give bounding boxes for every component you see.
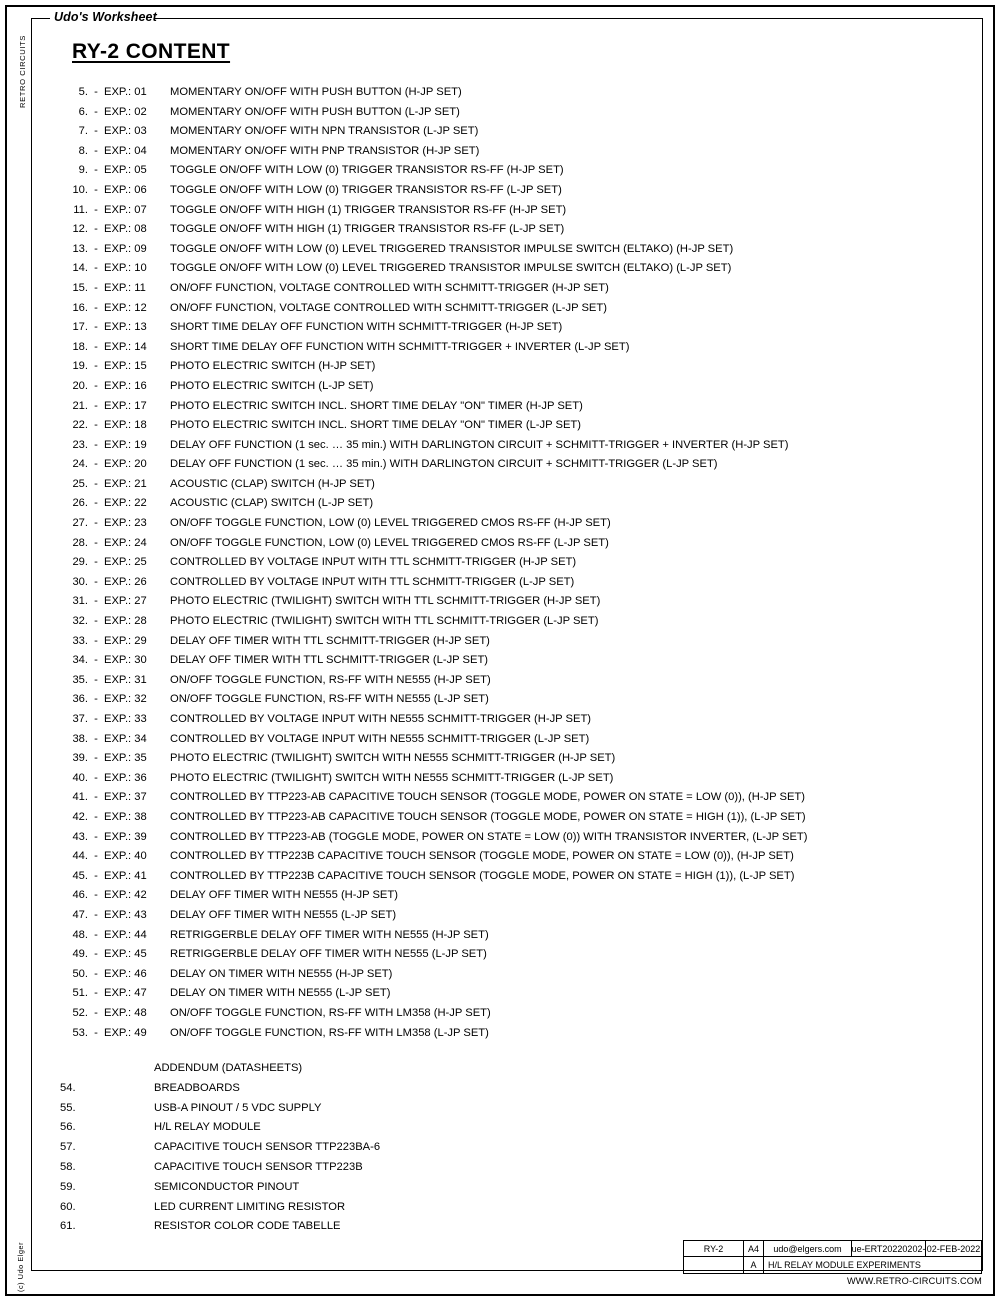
content-item-dash: - [94,673,98,686]
content-item-dash: - [94,752,98,765]
content-list-row [60,478,970,498]
content-item-dash: - [94,458,98,471]
content-item-dash: - [94,536,98,549]
title-block [683,1240,982,1274]
content-item-dash: - [94,634,98,647]
addendum-item-description: LED CURRENT LIMITING RESISTOR [154,1200,346,1213]
content-item-number: 19. [72,360,88,373]
content-item-number: 35. [72,673,88,686]
content-list-row [60,517,970,537]
content-item-dash: - [94,497,98,510]
content-list-row [60,439,970,459]
addendum-item-number: 61. [60,1220,76,1233]
inner-border-right [982,18,983,1271]
content-item-number: 51. [72,987,88,1000]
content-list-row [60,1027,970,1047]
title-block-blank-cell [684,1257,744,1273]
content-item-description: PHOTO ELECTRIC SWITCH (L-JP SET) [170,379,374,392]
content-item-experiment-number: EXP.: 35 [104,752,147,765]
content-item-dash: - [94,693,98,706]
addendum-row [60,1102,970,1122]
content-item-description: CONTROLLED BY TTP223-AB CAPACITIVE TOUCH SENSOR (TOGGLE MODE, POWER ON STATE = HIGH (1)), (L-JP SET) [170,810,806,823]
content-item-description: MOMENTARY ON/OFF WITH PUSH BUTTON (H-JP SET) [170,86,462,98]
content-item-dash: - [94,987,98,1000]
content-item-dash: - [94,654,98,667]
content-item-description: MOMENTARY ON/OFF WITH NPN TRANSISTOR (L-JP SET) [170,125,479,138]
content-item-number: 12. [72,223,88,236]
content-list-row [60,341,970,361]
content-item-dash: - [94,242,98,255]
content-list-row [60,693,970,713]
title-block-project: RY-2 [684,1241,744,1256]
content-item-description: ON/OFF TOGGLE FUNCTION, RS-FF WITH NE555 (L-JP SET) [170,693,489,706]
content-item-experiment-number: EXP.: 02 [104,105,147,118]
content-item-number: 39. [72,752,88,765]
content-item-experiment-number: EXP.: 39 [104,830,147,843]
content-list-row [60,772,970,792]
content-item-experiment-number: EXP.: 13 [104,321,147,334]
content-list-row [60,164,970,184]
addendum-item-description: SEMICONDUCTOR PINOUT [154,1180,300,1193]
content-item-number: 16. [72,301,88,314]
content-item-experiment-number: EXP.: 25 [104,556,147,569]
content-item-dash: - [94,575,98,588]
inner-border-left [31,18,32,1271]
content-list-row [60,282,970,302]
content-item-description: ON/OFF TOGGLE FUNCTION, RS-FF WITH LM358 (H-JP SET) [170,1006,491,1019]
content-list-row [60,713,970,733]
title-block-email: udo@elgers.com [764,1241,852,1256]
content-item-dash: - [94,223,98,236]
content-item-number: 44. [72,850,88,863]
content-item-description: CONTROLLED BY TTP223B CAPACITIVE TOUCH SENSOR (TOGGLE MODE, POWER ON STATE = HIGH (1)), (L-JP SET) [170,869,795,882]
content-item-number: 20. [72,379,88,392]
content-item-description: DELAY OFF TIMER WITH TTL SCHMITT-TRIGGER (H-JP SET) [170,634,490,647]
content-item-dash: - [94,301,98,314]
content-list-row [60,556,970,576]
addendum-item-number: 55. [60,1101,76,1114]
content-list-row [60,791,970,811]
content-list-row [60,615,970,635]
content-item-description: DELAY OFF FUNCTION (1 sec. … 35 min.) WITH DARLINGTON CIRCUIT + SCHMITT-TRIGGER (L-JP SET) [170,458,718,471]
content-item-description: SHORT TIME DELAY OFF FUNCTION WITH SCHMITT-TRIGGER + INVERTER (L-JP SET) [170,340,630,353]
title-block-date: 02-FEB-2022 [926,1243,981,1254]
title-block-row-top [684,1241,981,1257]
content-list-row [60,380,970,400]
content-item-experiment-number: EXP.: 28 [104,615,147,628]
content-item-dash: - [94,948,98,961]
content-item-number: 13. [72,242,88,255]
content-item-dash: - [94,556,98,569]
addendum-item-description: USB-A PINOUT / 5 VDC SUPPLY [154,1101,322,1114]
content-item-description: CONTROLLED BY VOLTAGE INPUT WITH TTL SCHMITT-TRIGGER (L-JP SET) [170,575,575,588]
content-item-experiment-number: EXP.: 42 [104,889,147,902]
content-item-number: 21. [72,399,88,412]
content-item-description: CONTROLLED BY TTP223-AB (TOGGLE MODE, POWER ON STATE = LOW (0)) WITH TRANSISTOR INVERTER, (L-JP SET) [170,830,808,843]
content-list-row [60,497,970,517]
content-item-number: 23. [72,438,88,451]
content-list-row [60,831,970,851]
content-item-experiment-number: EXP.: 33 [104,713,147,725]
content-item-number: 45. [72,869,88,882]
content-item-experiment-number: EXP.: 24 [104,536,147,549]
content-item-dash: - [94,1006,98,1019]
content-item-experiment-number: EXP.: 16 [104,379,147,392]
content-list-row [60,674,970,694]
content-item-description: ON/OFF TOGGLE FUNCTION, LOW (0) LEVEL TRIGGERED CMOS RS-FF (H-JP SET) [170,517,611,530]
content-item-experiment-number: EXP.: 31 [104,673,147,686]
content-item-experiment-number: EXP.: 27 [104,595,147,608]
content-item-number: 29. [72,556,88,569]
content-list-row [60,184,970,204]
content-item-dash: - [94,183,98,196]
content-list-row [60,302,970,322]
content-item-number: 38. [72,732,88,745]
content-list-row [60,811,970,831]
content-list-row [60,870,970,890]
content-item-dash: - [94,889,98,902]
content-item-dash: - [94,713,98,725]
content-item-dash: - [94,262,98,275]
addendum-item-description: H/L RELAY MODULE [154,1121,261,1134]
content-list [60,86,970,1046]
page-title: RY-2 CONTENT [72,40,231,63]
content-list-row [60,635,970,655]
addendum-item-description: CAPACITIVE TOUCH SENSOR TTP223BA-6 [154,1141,381,1154]
content-list-row [60,321,970,341]
content-item-number: 53. [72,1026,88,1039]
addendum-heading: ADDENDUM (DATASHEETS) [154,1062,303,1074]
content-item-description: PHOTO ELECTRIC (TWILIGHT) SWITCH WITH TTL SCHMITT-TRIGGER (L-JP SET) [170,615,599,628]
content-item-number: 28. [72,536,88,549]
addendum-heading-row [60,1062,970,1082]
content-item-dash: - [94,517,98,530]
content-item-description: DELAY OFF TIMER WITH NE555 (L-JP SET) [170,908,397,921]
content-item-dash: - [94,869,98,882]
content-item-experiment-number: EXP.: 22 [104,497,147,510]
content-item-experiment-number: EXP.: 45 [104,948,147,961]
content-list-row [60,537,970,557]
content-item-dash: - [94,1026,98,1039]
content-item-experiment-number: EXP.: 01 [104,86,147,98]
addendum-row [60,1082,970,1102]
addendum-item-description: CAPACITIVE TOUCH SENSOR TTP223B [154,1160,363,1173]
addendum-row [60,1161,970,1181]
content-item-dash: - [94,419,98,432]
content-item-description: CONTROLLED BY VOLTAGE INPUT WITH NE555 SCHMITT-TRIGGER (H-JP SET) [170,713,592,725]
content-item-number: 52. [72,1006,88,1019]
content-item-experiment-number: EXP.: 14 [104,340,147,353]
content-item-number: 49. [72,948,88,961]
content-item-description: RETRIGGERBLE DELAY OFF TIMER WITH NE555 (H-JP SET) [170,928,489,941]
content-item-description: DELAY OFF TIMER WITH NE555 (H-JP SET) [170,889,398,902]
content-item-dash: - [94,321,98,334]
content-item-experiment-number: EXP.: 06 [104,183,147,196]
website-url: WWW.RETRO-CIRCUITS.COM [846,1276,982,1286]
content-item-number: 46. [72,889,88,902]
content-list-row [60,204,970,224]
content-item-number: 30. [72,575,88,588]
content-item-experiment-number: EXP.: 09 [104,242,147,255]
content-item-number: 14. [72,262,88,275]
content-item-dash: - [94,595,98,608]
content-item-dash: - [94,360,98,373]
content-item-description: PHOTO ELECTRIC (TWILIGHT) SWITCH WITH NE555 SCHMITT-TRIGGER (L-JP SET) [170,771,614,784]
content-item-dash: - [94,144,98,157]
content-item-experiment-number: EXP.: 21 [104,477,147,490]
content-item-dash: - [94,830,98,843]
title-block-doc-id: ue-ERT20220202- [852,1241,926,1256]
title-block-description: H/L RELAY MODULE EXPERIMENTS [768,1260,921,1270]
content-item-number: 18. [72,340,88,353]
inner-border-top-left [31,18,50,19]
content-list-row [60,909,970,929]
content-item-dash: - [94,281,98,294]
content-item-description: DELAY ON TIMER WITH NE555 (L-JP SET) [170,987,391,1000]
margin-label-retro-circuits: RETRO CIRCUITS [18,35,27,108]
content-item-dash: - [94,732,98,745]
content-item-description: PHOTO ELECTRIC SWITCH INCL. SHORT TIME DELAY "ON" TIMER (H-JP SET) [170,399,583,412]
content-list-row [60,125,970,145]
content-item-description: SHORT TIME DELAY OFF FUNCTION WITH SCHMITT-TRIGGER (H-JP SET) [170,321,563,334]
content-list-row [60,850,970,870]
content-item-number: 27. [72,517,88,530]
content-item-number: 40. [72,771,88,784]
content-item-experiment-number: EXP.: 38 [104,810,147,823]
content-item-description: PHOTO ELECTRIC SWITCH INCL. SHORT TIME DELAY "ON" TIMER (L-JP SET) [170,419,581,432]
content-item-number: 10. [72,183,88,196]
content-item-description: TOGGLE ON/OFF WITH LOW (0) LEVEL TRIGGERED TRANSISTOR IMPULSE SWITCH (ELTAKO) (H-JP SET) [170,242,734,255]
margin-label-copyright: (c) Udo Elger [16,1241,25,1292]
content-item-experiment-number: EXP.: 20 [104,458,147,471]
content-item-dash: - [94,86,98,98]
content-item-experiment-number: EXP.: 29 [104,634,147,647]
content-item-dash: - [94,791,98,804]
content-item-experiment-number: EXP.: 30 [104,654,147,667]
content-list-row [60,948,970,968]
content-item-number: 7. [78,125,88,138]
content-item-experiment-number: EXP.: 26 [104,575,147,588]
content-item-experiment-number: EXP.: 44 [104,928,147,941]
content-list-row [60,595,970,615]
content-list-row [60,576,970,596]
addendum-item-number: 60. [60,1200,76,1213]
content-item-dash: - [94,928,98,941]
content-item-description: DELAY OFF FUNCTION (1 sec. … 35 min.) WITH DARLINGTON CIRCUIT + SCHMITT-TRIGGER + INVERTER (H-JP SET) [170,438,789,451]
content-item-number: 15. [72,281,88,294]
content-list-row [60,987,970,1007]
content-item-dash: - [94,125,98,138]
content-item-number: 6. [78,105,88,118]
content-item-description: DELAY OFF TIMER WITH TTL SCHMITT-TRIGGER (L-JP SET) [170,654,489,667]
content-item-experiment-number: EXP.: 17 [104,399,147,412]
content-item-experiment-number: EXP.: 12 [104,301,147,314]
content-item-number: 22. [72,419,88,432]
content-item-dash: - [94,810,98,823]
content-item-number: 17. [72,321,88,334]
content-item-experiment-number: EXP.: 47 [104,987,147,1000]
content-item-experiment-number: EXP.: 36 [104,771,147,784]
content-item-dash: - [94,771,98,784]
addendum-item-number: 54. [60,1081,76,1094]
content-item-experiment-number: EXP.: 40 [104,850,147,863]
content-item-experiment-number: EXP.: 46 [104,967,147,980]
content-item-experiment-number: EXP.: 07 [104,203,147,216]
content-item-number: 37. [72,713,88,725]
content-item-description: PHOTO ELECTRIC (TWILIGHT) SWITCH WITH NE555 SCHMITT-TRIGGER (H-JP SET) [170,752,616,765]
content-item-description: TOGGLE ON/OFF WITH HIGH (1) TRIGGER TRANSISTOR RS-FF (L-JP SET) [170,223,565,236]
addendum-item-description: BREADBOARDS [154,1081,240,1094]
content-item-description: TOGGLE ON/OFF WITH LOW (0) LEVEL TRIGGERED TRANSISTOR IMPULSE SWITCH (ELTAKO) (L-JP SET) [170,262,732,275]
content-item-number: 32. [72,615,88,628]
content-list-row [60,400,970,420]
addendum-row [60,1121,970,1141]
content-item-dash: - [94,967,98,980]
content-item-number: 25. [72,477,88,490]
content-item-description: PHOTO ELECTRIC (TWILIGHT) SWITCH WITH TTL SCHMITT-TRIGGER (H-JP SET) [170,595,601,608]
content-list-row [60,968,970,988]
content-item-number: 8. [78,144,88,157]
content-list-row [60,86,970,106]
content-list-row [60,419,970,439]
content-item-number: 24. [72,458,88,471]
content-item-dash: - [94,399,98,412]
title-block-paper-size: A4 [744,1241,764,1256]
content-item-description: CONTROLLED BY TTP223-AB CAPACITIVE TOUCH SENSOR (TOGGLE MODE, POWER ON STATE = LOW (0)), (H-JP SET) [170,791,805,804]
content-item-experiment-number: EXP.: 48 [104,1006,147,1019]
content-item-experiment-number: EXP.: 03 [104,125,147,138]
content-item-experiment-number: EXP.: 32 [104,693,147,706]
content-list-row [60,458,970,478]
content-item-number: 42. [72,810,88,823]
content-item-experiment-number: EXP.: 04 [104,144,147,157]
title-block-row-bottom [684,1257,981,1273]
content-item-number: 9. [78,164,88,177]
content-list-row [60,145,970,165]
addendum-row [60,1181,970,1201]
content-list-row [60,889,970,909]
content-item-dash: - [94,105,98,118]
addendum-item-number: 58. [60,1160,76,1173]
content-item-dash: - [94,203,98,216]
content-item-experiment-number: EXP.: 15 [104,360,147,373]
content-item-experiment-number: EXP.: 23 [104,517,147,530]
content-item-dash: - [94,477,98,490]
addendum-item-number: 57. [60,1141,76,1154]
content-list-row [60,223,970,243]
content-item-description: TOGGLE ON/OFF WITH LOW (0) TRIGGER TRANSISTOR RS-FF (H-JP SET) [170,164,564,177]
content-item-experiment-number: EXP.: 05 [104,164,147,177]
content-item-dash: - [94,164,98,177]
content-list-row [60,929,970,949]
content-item-description: ACOUSTIC (CLAP) SWITCH (L-JP SET) [170,497,374,510]
content-item-description: ON/OFF FUNCTION, VOLTAGE CONTROLLED WITH SCHMITT-TRIGGER (L-JP SET) [170,301,607,314]
content-item-number: 26. [72,497,88,510]
addendum-row [60,1141,970,1161]
content-item-description: MOMENTARY ON/OFF WITH PUSH BUTTON (L-JP SET) [170,105,460,118]
worksheet-caption: Udo's Worksheet [54,10,157,24]
content-item-number: 33. [72,634,88,647]
content-list-row [60,262,970,282]
content-item-description: CONTROLLED BY VOLTAGE INPUT WITH TTL SCHMITT-TRIGGER (H-JP SET) [170,556,577,569]
addendum-row [60,1220,970,1240]
content-list-row [60,360,970,380]
content-item-dash: - [94,615,98,628]
content-item-experiment-number: EXP.: 08 [104,223,147,236]
content-item-experiment-number: EXP.: 11 [104,281,146,294]
content-item-dash: - [94,379,98,392]
inner-border-top-right [154,18,983,19]
content-item-number: 43. [72,830,88,843]
content-list-row [60,654,970,674]
addendum-item-description: RESISTOR COLOR CODE TABELLE [154,1220,341,1233]
content-item-number: 11. [73,203,88,216]
content-item-description: CONTROLLED BY VOLTAGE INPUT WITH NE555 SCHMITT-TRIGGER (L-JP SET) [170,732,590,745]
addendum-list [60,1062,970,1240]
content-list-row [60,752,970,772]
content-item-description: MOMENTARY ON/OFF WITH PNP TRANSISTOR (H-JP SET) [170,144,480,157]
content-item-dash: - [94,850,98,863]
content-item-description: ON/OFF TOGGLE FUNCTION, RS-FF WITH NE555 (H-JP SET) [170,673,491,686]
content-item-description: ON/OFF FUNCTION, VOLTAGE CONTROLLED WITH SCHMITT-TRIGGER (H-JP SET) [170,281,609,294]
content-item-description: TOGGLE ON/OFF WITH LOW (0) TRIGGER TRANSISTOR RS-FF (L-JP SET) [170,183,562,196]
addendum-item-number: 56. [60,1121,76,1134]
addendum-row [60,1201,970,1221]
content-item-description: RETRIGGERBLE DELAY OFF TIMER WITH NE555 (L-JP SET) [170,948,487,961]
content-item-description: CONTROLLED BY TTP223B CAPACITIVE TOUCH SENSOR (TOGGLE MODE, POWER ON STATE = LOW (0)), (H-JP SET) [170,850,794,863]
content-item-number: 34. [72,654,88,667]
content-item-number: 50. [72,967,88,980]
content-item-dash: - [94,340,98,353]
content-item-description: ON/OFF TOGGLE FUNCTION, LOW (0) LEVEL TRIGGERED CMOS RS-FF (L-JP SET) [170,536,609,549]
content-item-description: ACOUSTIC (CLAP) SWITCH (H-JP SET) [170,477,375,490]
content-item-number: 47. [72,908,88,921]
content-item-experiment-number: EXP.: 34 [104,732,147,745]
content-item-number: 36. [72,693,88,706]
content-item-number: 41. [72,791,88,804]
content-item-number: 5. [78,86,88,98]
content-item-experiment-number: EXP.: 43 [104,908,147,921]
title-block-revision: A [744,1257,764,1273]
content-item-experiment-number: EXP.: 41 [104,869,147,882]
content-item-number: 48. [72,928,88,941]
content-list-row [60,733,970,753]
content-item-experiment-number: EXP.: 18 [104,419,147,432]
content-item-dash: - [94,438,98,451]
content-list-row [60,106,970,126]
content-item-dash: - [94,908,98,921]
content-item-description: ON/OFF TOGGLE FUNCTION, RS-FF WITH LM358 (L-JP SET) [170,1026,489,1039]
content-item-experiment-number: EXP.: 37 [104,791,147,804]
content-item-description: DELAY ON TIMER WITH NE555 (H-JP SET) [170,967,393,980]
content-item-description: TOGGLE ON/OFF WITH HIGH (1) TRIGGER TRANSISTOR RS-FF (H-JP SET) [170,203,567,216]
addendum-item-number: 59. [60,1180,76,1193]
content-item-experiment-number: EXP.: 19 [104,438,147,451]
content-list-row [60,1007,970,1027]
content-item-experiment-number: EXP.: 10 [104,262,147,275]
content-item-description: PHOTO ELECTRIC SWITCH (H-JP SET) [170,360,376,373]
content-item-number: 31. [72,595,88,608]
content-list-row [60,243,970,263]
content-item-experiment-number: EXP.: 49 [104,1026,147,1039]
